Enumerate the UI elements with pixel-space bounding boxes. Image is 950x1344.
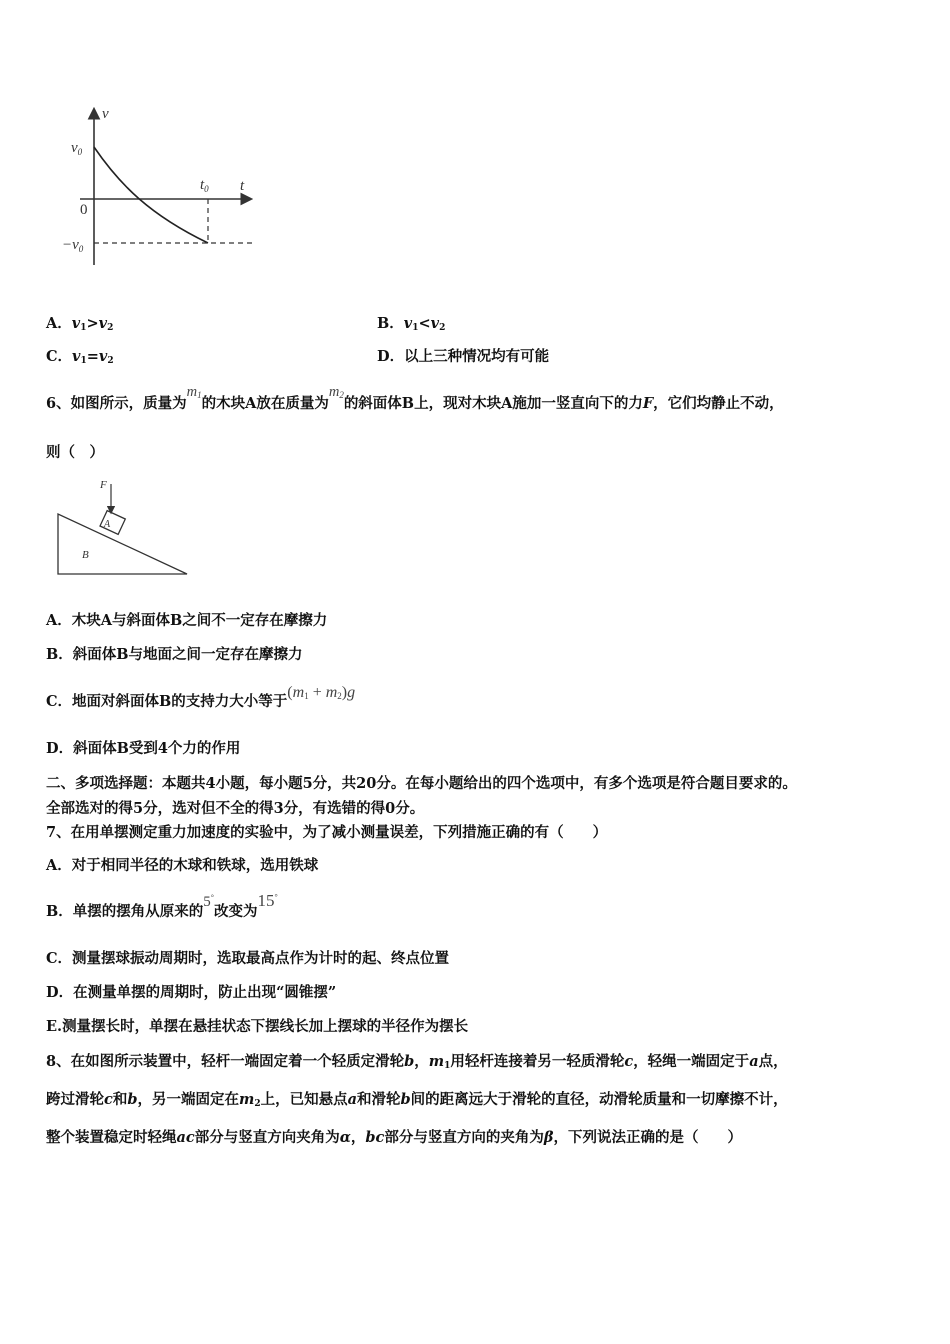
- q5-option-d: D．以上三种情况均有可能: [377, 348, 550, 365]
- section2-heading-line2: 全部选对的得5分，选对但不全的得3分，有选错的得0分。: [46, 800, 425, 817]
- q5-option-a: [46, 312, 113, 333]
- v1-symbol: v: [72, 348, 81, 365]
- t0-label: t: [200, 177, 205, 193]
- angle-5-deg: 5°: [203, 893, 214, 910]
- pulley-b-symbol: b: [127, 1091, 138, 1108]
- op-symbol: =: [86, 348, 99, 365]
- pulley-b-symbol: b: [404, 1053, 415, 1070]
- pulley-c-symbol: c: [624, 1053, 634, 1070]
- op-symbol: >: [86, 315, 99, 332]
- q6-option-d: D．斜面体B受到4个力的作用: [46, 740, 241, 757]
- force-symbol: F: [642, 395, 654, 412]
- neg-v0-label: −v: [62, 237, 79, 253]
- pulley-b-symbol: b: [400, 1091, 411, 1108]
- q7-option-b-part2: 改变为: [213, 903, 258, 920]
- beta-symbol: β: [543, 1129, 554, 1146]
- force-label: F: [100, 479, 107, 491]
- pulley-c-symbol: c: [104, 1091, 113, 1108]
- angle-15-deg: 15°: [257, 891, 278, 910]
- incline-b-label: B: [82, 549, 89, 561]
- m1-symbol: m: [428, 1053, 445, 1070]
- t-axis-label: t: [240, 178, 245, 194]
- q6-option-a: A．木块A与斜面体B之间不一定存在摩擦力: [46, 612, 328, 629]
- q6-option-c-text: C．地面对斜面体B的支持力大小等于: [46, 693, 288, 710]
- v2-sub: 2: [107, 356, 114, 366]
- v2-sub: 2: [107, 323, 114, 333]
- v1-sub: 1: [412, 323, 419, 333]
- q6-option-c: [46, 684, 356, 711]
- v0-label: v: [71, 140, 78, 156]
- q6-option-b: B．斜面体B与地面之间一定存在摩擦力: [46, 646, 303, 663]
- v1-sub: 1: [80, 356, 87, 366]
- m2-symbol: m: [238, 1091, 255, 1108]
- q7-option-b-part1: B．单摆的摆角从原来的: [46, 903, 204, 920]
- v2-symbol: v: [430, 315, 440, 332]
- point-a-symbol: a: [749, 1053, 759, 1070]
- m1-symbol: $m_1$: [186, 384, 202, 400]
- v2-symbol: v: [98, 348, 108, 365]
- block-a-label: A: [104, 519, 111, 530]
- q6-stem-line1: [46, 384, 784, 413]
- q7-option-b: [46, 891, 278, 921]
- t0-sub: 0: [204, 184, 209, 194]
- q5-option-c: [46, 345, 114, 366]
- q6-stem-part2: 的木块A放在质量为: [201, 395, 329, 412]
- v0-sub: 0: [77, 147, 83, 157]
- q8-stem-line3: 整个装置稳定时轻绳ac部分与竖直方向夹角为α，bc部分与竖直方向的夹角为β，下列说法正确的是（ ）: [46, 1129, 743, 1146]
- incline-block-figure: [52, 474, 197, 579]
- svg-text:v0: [71, 140, 83, 157]
- v2-symbol: v: [98, 315, 108, 332]
- q7-option-a: A．对于相同半径的木球和铁球，选用铁球: [46, 857, 319, 874]
- q7-option-d: D．在测量单摆的周期时，防止出现“圆锥摆”: [46, 984, 337, 1001]
- v1-symbol: v: [403, 315, 413, 332]
- support-force-formula: $(m_1 + m_2)g$: [287, 684, 356, 701]
- svg-text:t0: [200, 177, 209, 194]
- velocity-curve: [94, 147, 208, 243]
- q6-stem-line2: 则（ ）: [46, 444, 104, 461]
- q8-stem-line1: 8、在如图所示装置中，轻杆一端固定着一个轻质定滑轮b，$m_1$用轻杆连接着另一轻质滑轮c，轻绳一端固定于a点，: [46, 1053, 788, 1071]
- q5-option-b-letter: B．: [377, 315, 404, 332]
- q6-stem-part3: 的斜面体B上，现对木块A施加一竖直向下的力: [343, 395, 643, 412]
- q8-stem-line2: 跨过滑轮c和b，另一端固定在$m_2$上，已知悬点a和滑轮b间的距离远大于滑轮的直径，动滑轮质量和一切摩擦不计，: [46, 1091, 788, 1109]
- alpha-symbol: α: [339, 1129, 351, 1146]
- v1-symbol: v: [71, 315, 81, 332]
- q7-option-e: E.测量摆长时，单摆在悬挂状态下摆线长加上摆球的半径作为摆长: [46, 1018, 469, 1035]
- q7-option-c: C．测量摆球振动周期时，选取最高点作为计时的起、终点位置: [46, 950, 450, 967]
- v-axis-label: v: [102, 106, 109, 122]
- q5-option-b: [377, 312, 445, 333]
- q6-stem-part1: 6、如图所示，质量为: [46, 395, 187, 412]
- velocity-time-graph: [60, 100, 270, 275]
- q7-stem: 7、在用单摆测定重力加速度的实验中，为了减小测量误差，下列措施正确的有（ ）: [46, 824, 608, 841]
- rope-bc-symbol: bc: [365, 1129, 385, 1146]
- neg-v0-sub: 0: [78, 244, 84, 254]
- section2-heading-line1: 二、多项选择题：本题共4小题，每小题5分，共20分。在每小题给出的四个选项中，有多个选项是符合题目要求的。: [46, 775, 797, 792]
- point-a-symbol: a: [347, 1091, 357, 1108]
- q5-option-c-letter: C．: [46, 348, 73, 365]
- v1-sub: 1: [80, 323, 87, 333]
- svg-text:−v0: [62, 237, 84, 254]
- origin-label: 0: [80, 202, 88, 218]
- op-symbol: <: [418, 315, 431, 332]
- m2-symbol: $m_2$: [328, 384, 344, 400]
- q6-stem-part4: ，它们均静止不动，: [653, 395, 784, 412]
- v2-sub: 2: [439, 323, 446, 333]
- q5-option-a-letter: A．: [46, 315, 72, 332]
- rope-ac-symbol: ac: [176, 1129, 195, 1146]
